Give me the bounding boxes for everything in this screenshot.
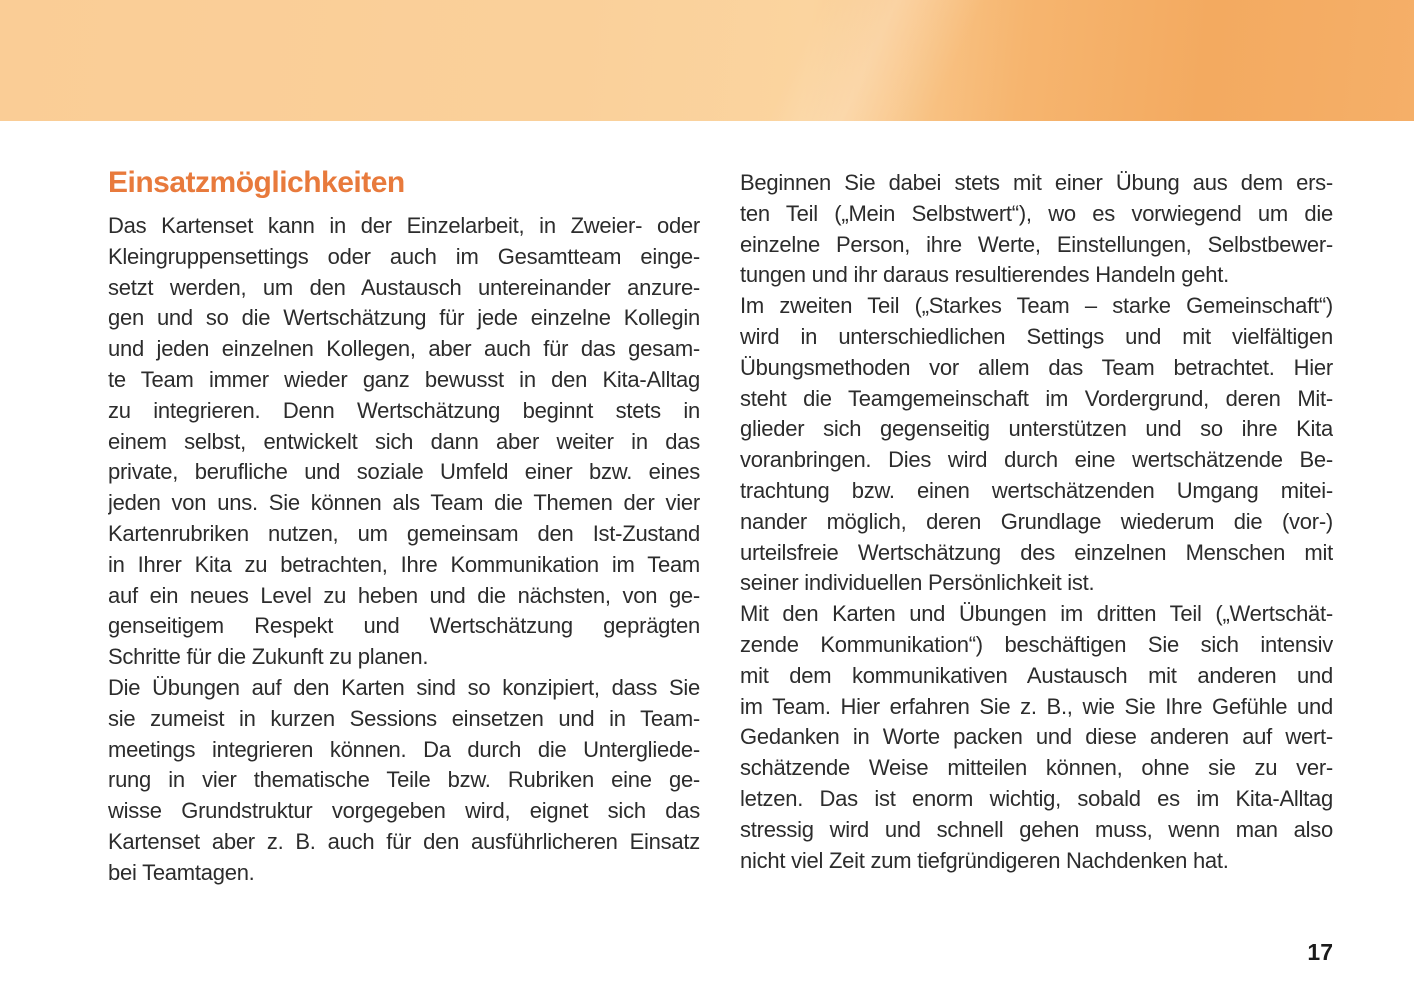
text-line: glieder sich gegenseitig unterstützen und so ihre Kita — [740, 416, 1333, 442]
text-line: Schritte für die Zukunft zu planen. — [108, 644, 429, 670]
text-line: gen und so die Wertschätzung für jede einzelne Kollegin — [108, 305, 700, 331]
text-line: einem selbst, entwickelt sich dann aber weiter in das — [108, 428, 700, 454]
text-line: sie zumeist in kurzen Sessions einsetzen und in Team- — [108, 705, 700, 731]
text-line: nicht viel Zeit zum tiefgründigeren Nachdenken hat. — [740, 847, 1229, 873]
column-left-text — [108, 211, 700, 889]
text-line: Gedanken in Worte packen und diese anderen auf wert- — [740, 724, 1333, 750]
text-line: ten Teil („Mein Selbstwert“), wo es vorwiegend um die — [740, 200, 1333, 226]
text-line: steht die Teamgemeinschaft im Vordergrund, deren Mit- — [740, 385, 1333, 411]
text-line: Übungsmethoden vor allem das Team betrachtet. Hier — [740, 354, 1333, 380]
paragraph — [740, 599, 1333, 876]
text-line: im Team. Hier erfahren Sie z. B., wie Sie Ihre Gefühle und — [740, 693, 1333, 719]
text-line: auf ein neues Level zu heben und die nächsten, von ge- — [108, 582, 700, 608]
column-right-text — [740, 168, 1333, 876]
text-line: bei Teamtagen. — [108, 859, 255, 885]
text-line: genseitigem Respekt und Wertschätzung geprägten — [108, 613, 700, 639]
text-line: Kartenset aber z. B. auch für den ausführlicheren Einsatz — [108, 828, 700, 854]
text-line: letzen. Das ist enorm wichtig, sobald es im Kita-Alltag — [740, 785, 1333, 811]
text-line: und jeden einzelnen Kollegen, aber auch für das gesam- — [108, 336, 700, 362]
text-line: wird in unterschiedlichen Settings und mit vielfältigen — [740, 323, 1333, 349]
paragraph — [740, 291, 1333, 599]
text-line: tungen und ihr daraus resultierendes Handeln geht. — [740, 262, 1229, 288]
text-line: wisse Grundstruktur vorgegeben wird, eignet sich das — [108, 798, 700, 824]
text-line: Im zweiten Teil („Starkes Team – starke Gemeinschaft“) — [740, 293, 1333, 319]
header-band — [0, 0, 1414, 121]
text-line: nander möglich, deren Grundlage wiederum die (vor-) — [740, 508, 1333, 534]
text-line: rung in vier thematische Teile bzw. Rubriken eine ge- — [108, 767, 700, 793]
column-right — [740, 168, 1333, 876]
text-line: voranbringen. Dies wird durch eine wertschätzende Be- — [740, 447, 1333, 473]
text-line: urteilsfreie Wertschätzung des einzelnen Menschen mit — [740, 539, 1333, 565]
text-line: mit dem kommunikativen Austausch mit anderen und — [740, 662, 1333, 688]
text-line: Das Kartenset kann in der Einzelarbeit, in Zweier- oder — [108, 213, 700, 238]
text-line: trachtung bzw. einen wertschätzenden Umgang mitei- — [740, 477, 1333, 503]
page-title: Einsatzmöglichkeiten — [108, 166, 405, 199]
text-line: zu integrieren. Denn Wertschätzung beginnt stets in — [108, 397, 700, 423]
text-line: meetings integrieren können. Da durch die Untergliede- — [108, 736, 700, 762]
text-line: schätzende Weise mitteilen können, ohne sie zu ver- — [740, 755, 1333, 781]
text-line: stressig wird und schnell gehen muss, wenn man also — [740, 816, 1333, 842]
page-number: 17 — [1307, 939, 1333, 965]
text-line: Beginnen Sie dabei stets mit einer Übung aus dem ers- — [740, 170, 1333, 195]
text-line: setzt werden, um den Austausch untereinander anzure- — [108, 274, 700, 300]
paragraph — [108, 211, 700, 673]
text-line: in Ihrer Kita zu betrachten, Ihre Kommunikation im Team — [108, 551, 700, 577]
text-line: seiner individuellen Persönlichkeit ist. — [740, 570, 1095, 596]
text-line: Mit den Karten und Übungen im dritten Teil („Wertschät- — [740, 601, 1333, 627]
text-line: zende Kommunikation“) beschäftigen Sie sich intensiv — [740, 631, 1333, 657]
text-line: Kleingruppensettings oder auch im Gesamtteam einge- — [108, 243, 700, 269]
column-left — [108, 168, 700, 889]
text-line: Die Übungen auf den Karten sind so konzipiert, dass Sie — [108, 674, 700, 700]
paragraph — [740, 168, 1333, 291]
text-line: jeden von uns. Sie können als Team die Themen der vier — [108, 490, 700, 516]
text-line: private, berufliche und soziale Umfeld einer bzw. eines — [108, 459, 700, 485]
paragraph — [108, 673, 700, 889]
text-line: Kartenrubriken nutzen, um gemeinsam den Ist-Zustand — [108, 520, 700, 546]
text-line: te Team immer wieder ganz bewusst in den Kita-Alltag — [108, 366, 700, 392]
text-line: einzelne Person, ihre Werte, Einstellungen, Selbstbewer- — [740, 231, 1333, 257]
